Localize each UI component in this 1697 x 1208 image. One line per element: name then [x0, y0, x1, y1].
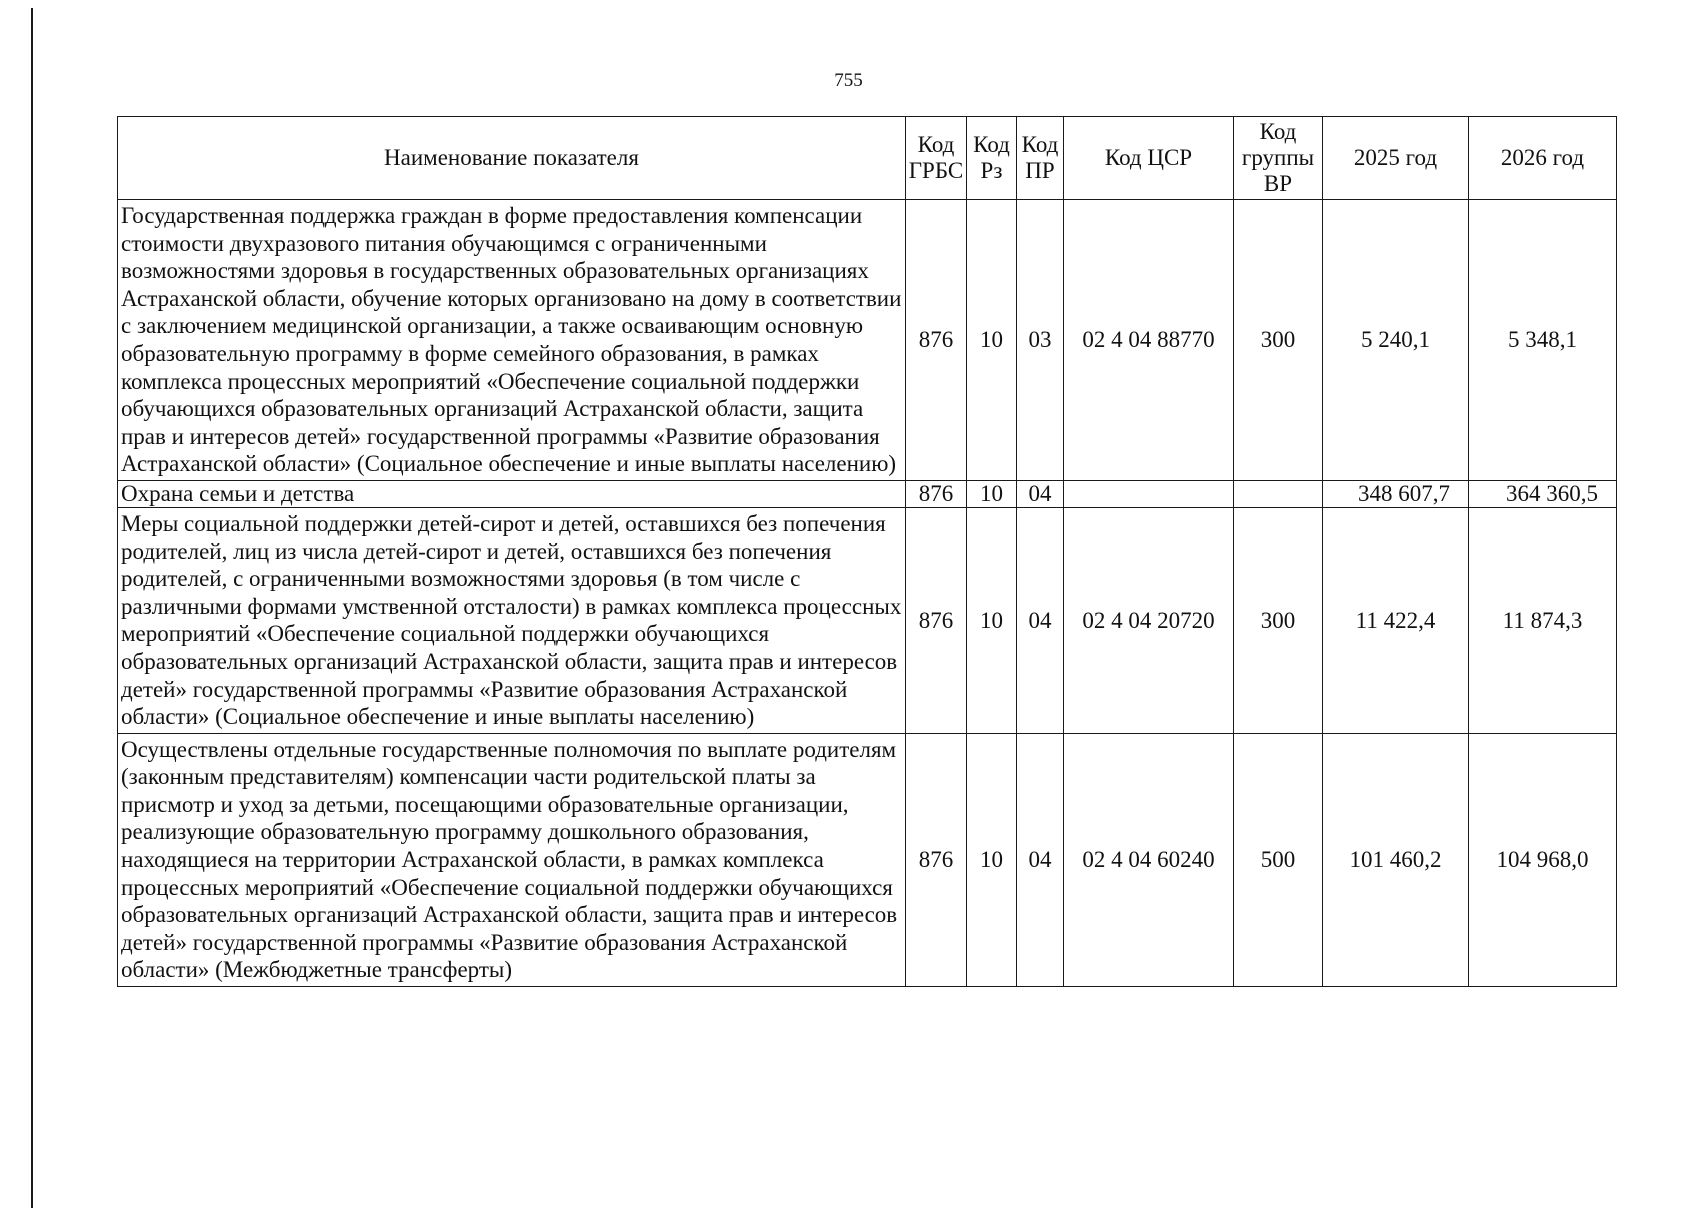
row-vr: 300	[1234, 200, 1323, 481]
row-grbs: 876	[906, 200, 967, 481]
row-2025: 11 422,4	[1323, 507, 1469, 733]
table-row	[118, 200, 1617, 481]
row-grbs: 876	[906, 507, 967, 733]
header-2026: 2026 год	[1469, 117, 1617, 200]
page-number: 755	[834, 70, 863, 91]
row-pr: 03	[1017, 200, 1064, 481]
row-csr: 02 4 04 60240	[1064, 733, 1234, 986]
row-vr	[1234, 480, 1323, 507]
header-csr: Код ЦСР	[1064, 117, 1234, 200]
row-rz: 10	[967, 200, 1017, 481]
table-header-row	[118, 117, 1617, 200]
row-csr: 02 4 04 20720	[1064, 507, 1234, 733]
header-name: Наименование показателя	[118, 117, 906, 200]
row-grbs: 876	[906, 733, 967, 986]
row-2026: 5 348,1	[1469, 200, 1617, 481]
header-vr: Код группы ВР	[1234, 117, 1323, 200]
row-vr: 300	[1234, 507, 1323, 733]
row-2026: 104 968,0	[1469, 733, 1617, 986]
row-2025: 101 460,2	[1323, 733, 1469, 986]
header-rz: Код Рз	[967, 117, 1017, 200]
row-rz: 10	[967, 507, 1017, 733]
table-row	[118, 507, 1617, 733]
row-rz: 10	[967, 480, 1017, 507]
header-pr: Код ПР	[1017, 117, 1064, 200]
row-2026: 11 874,3	[1469, 507, 1617, 733]
budget-table	[117, 116, 1617, 987]
row-name: Государственная поддержка граждан в форме предоставления компенсации стоимости двухразового питания обучающимся с ограниченными возможностями здоровья в государственных образовательных организациях Астраханской области, обучение которых организовано на дому в соответствии с заключением медицинской организации, а также осваивающим основную образовательную программу в форме семейного образования, в рамках комплекса процессных мероприятий «Обеспечение социальной поддержки обучающихся образовательных организаций Астраханской области, защита прав и интересов детей» государственной программы «Развитие образования Астраханской области» (Социальное обеспечение и иные выплаты населению)	[118, 200, 906, 481]
row-vr: 500	[1234, 733, 1323, 986]
row-csr: 02 4 04 88770	[1064, 200, 1234, 481]
table-row	[118, 480, 1617, 507]
row-2025: 5 240,1	[1323, 200, 1469, 481]
header-2025: 2025 год	[1323, 117, 1469, 200]
row-pr: 04	[1017, 733, 1064, 986]
row-name: Охрана семьи и детства	[118, 480, 906, 507]
row-pr: 04	[1017, 480, 1064, 507]
row-2025: 348 607,7	[1323, 480, 1469, 507]
row-grbs: 876	[906, 480, 967, 507]
table-row	[118, 733, 1617, 986]
row-name: Осуществлены отдельные государственные полномочия по выплате родителям (законным представителям) компенсации части родительской платы за присмотр и уход за детьми, посещающими образовательные организации, реализующие образовательную программу дошкольного образования, находящиеся на территории Астраханской области, в рамках комплекса процессных мероприятий «Обеспечение социальной поддержки обучающихся образовательных организаций Астраханской области, защита прав и интересов детей» государственной программы «Развитие образования Астраханской области» (Межбюджетные трансферты)	[118, 733, 906, 986]
row-name: Меры социальной поддержки детей-сирот и детей, оставшихся без попечения родителей, лиц из числа детей-сирот и детей, оставшихся без попечения родителей, с ограниченными возможностями здоровья (в том числе с различными формами умственной отсталости) в рамках комплекса процессных мероприятий «Обеспечение социальной поддержки обучающихся образовательных организаций Астраханской области, защита прав и интересов детей» государственной программы «Развитие образования Астраханской области» (Социальное обеспечение и иные выплаты населению)	[118, 507, 906, 733]
scan-edge-line	[31, 8, 33, 1208]
row-rz: 10	[967, 733, 1017, 986]
row-2026: 364 360,5	[1469, 480, 1617, 507]
row-csr	[1064, 480, 1234, 507]
row-pr: 04	[1017, 507, 1064, 733]
header-grbs: Код ГРБС	[906, 117, 967, 200]
